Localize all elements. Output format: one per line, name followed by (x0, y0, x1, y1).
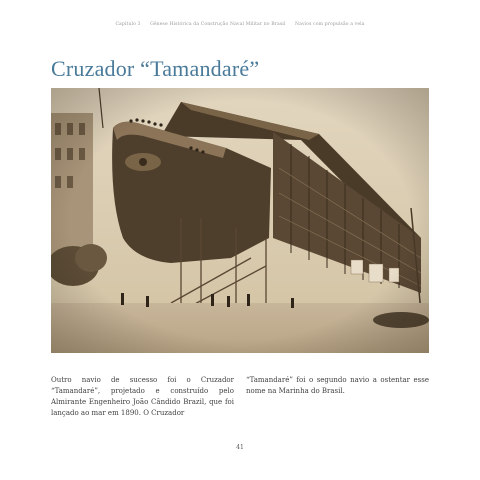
sepia-photograph (51, 88, 429, 353)
body-text-column-1: Outro navio de sucesso foi o Cruzador “Tamandaré”, projetado e construído pelo Almirante Engenheiro João Cândido Brazil, que foi lançado ao mar em 1890. O Cruzador (51, 376, 234, 417)
body-text-column-2: “Tamandaré” foi o segundo navio a ostentar esse nome na Marinha do Brasil. (246, 376, 429, 395)
page-title: Cruzador “Tamandaré” (51, 56, 260, 81)
header-subsection: Navios com propulsão a vela (294, 22, 365, 27)
running-header (0, 22, 480, 27)
historical-photo-cruiser-launch (51, 88, 429, 353)
page-number: 41 (236, 444, 244, 451)
header-chapter: Capítulo 3 (115, 22, 141, 27)
header-section: Gênese Histórica da Construção Naval Militar no Brasil (150, 22, 286, 27)
